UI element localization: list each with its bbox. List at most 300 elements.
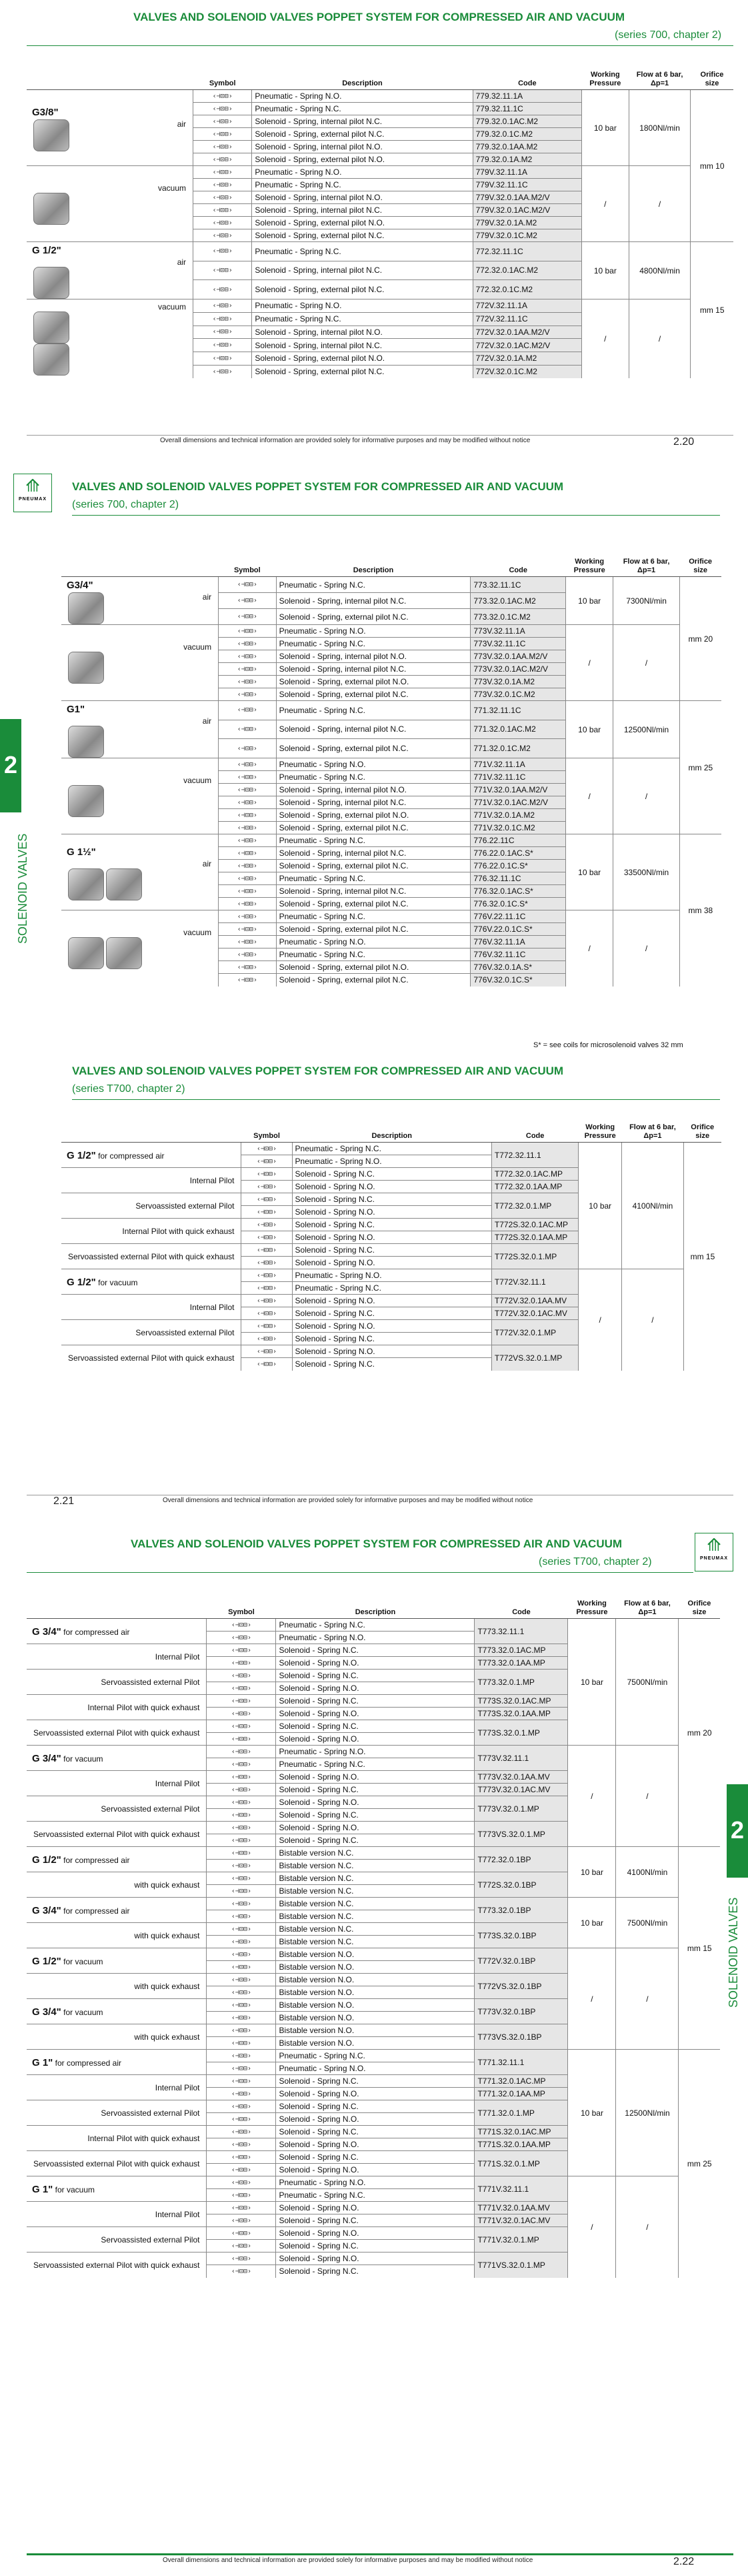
valve-symbol-icon: ‹⊣⊡⊟›: [207, 1695, 276, 1708]
description-cell: Solenoid - Spring, external pilot N.O.: [276, 961, 471, 974]
col-code: Code: [491, 1122, 579, 1143]
description-cell: Solenoid - Spring, internal pilot N.O.: [252, 141, 473, 153]
valve-symbol-icon: ‹⊣⊡⊟›: [193, 141, 252, 153]
footer-rule: [27, 2553, 733, 2555]
group-label: Servoassisted external Pilot: [101, 1804, 200, 1814]
group-label: Internal Pilot: [155, 1778, 200, 1788]
group-label: Servoassisted external Pilot with quick exhaust: [68, 1353, 235, 1363]
description-cell: Pneumatic - Spring N.C.: [292, 1282, 491, 1295]
group-label: Servoassisted external Pilot with quick exhaust: [33, 2158, 200, 2168]
flow-cell: /: [629, 166, 691, 242]
valve-symbol-icon: ‹⊣⊡⊟›: [207, 2012, 276, 2024]
valve-symbol-icon: ‹⊣⊡⊟›: [207, 1784, 276, 1796]
description-cell: Solenoid - Spring, internal pilot N.C.: [252, 261, 473, 280]
code-cell: T773.32.0.1AC.MP: [475, 1644, 568, 1657]
group-cell: [27, 2075, 207, 2100]
description-cell: Solenoid - Spring N.O.: [276, 2138, 475, 2151]
code-cell: T772S.32.0.1AA.MP: [491, 1231, 579, 1244]
description-cell: Solenoid - Spring N.C.: [276, 2126, 475, 2138]
code-cell: T772V.32.0.1BP: [475, 1948, 568, 1974]
group-label: Servoassisted external Pilot: [101, 2108, 200, 2118]
valve-symbol-icon: ‹⊣⊡⊟›: [207, 2062, 276, 2075]
valve-symbol-icon: ‹⊣⊡⊟›: [193, 312, 252, 326]
valve-symbol-icon: ‹⊣⊡⊟›: [207, 2189, 276, 2202]
valve-symbol-icon: ‹⊣⊡⊟›: [207, 1619, 276, 1632]
description-cell: Pneumatic - Spring N.C.: [276, 638, 471, 650]
valve-photo: [33, 119, 69, 151]
flow-cell: /: [629, 299, 691, 379]
description-cell: Solenoid - Spring, internal pilot N.C.: [252, 204, 473, 217]
flow-cell: /: [621, 1269, 683, 1371]
valve-symbol-icon: ‹⊣⊡⊟›: [219, 923, 276, 936]
group-label: air: [177, 257, 187, 267]
table-row: [61, 625, 721, 638]
group-cell: [27, 2176, 207, 2202]
code-cell: T772V.32.0.1AC.MV: [491, 1307, 579, 1320]
valve-symbol-icon: ‹⊣⊡⊟›: [207, 1948, 276, 1961]
group-label: with quick exhaust: [134, 1981, 200, 1991]
footnote: S* = see coils for microsolenoid valves 32 mm: [533, 1041, 683, 1049]
valve-symbol-icon: ‹⊣⊡⊟›: [207, 1657, 276, 1670]
description-cell: Solenoid - Spring N.O.: [276, 1822, 475, 1834]
valve-symbol-icon: ‹⊣⊡⊟›: [193, 179, 252, 191]
valve-symbol-icon: ‹⊣⊡⊟›: [207, 1682, 276, 1695]
page-title: VALVES AND SOLENOID VALVES POPPET SYSTEM FOR COMPRESSED AIR AND VACUUM: [133, 11, 625, 23]
valve-symbol-icon: ‹⊣⊡⊟›: [207, 2050, 276, 2062]
description-cell: Solenoid - Spring, external pilot N.O.: [276, 676, 471, 688]
flow-cell: 12500Nl/min: [613, 701, 679, 758]
valve-symbol-icon: ‹⊣⊡⊟›: [207, 1885, 276, 1898]
description-cell: Bistable version N.C.: [276, 1885, 475, 1898]
valve-symbol-icon: ‹⊣⊡⊟›: [219, 834, 276, 847]
page-subtitle: (series 700, chapter 2): [72, 499, 179, 510]
orifice-cell: mm 15: [683, 1143, 721, 1371]
working-pressure-cell: /: [568, 1746, 616, 1847]
code-cell: 771V.32.11.1C: [471, 771, 566, 784]
col-symbol: Symbol: [219, 556, 276, 577]
code-cell: T772V.32.11.1: [491, 1269, 579, 1295]
description-cell: Bistable version N.C.: [276, 1847, 475, 1860]
brand-mark-icon: ⟰: [707, 1535, 721, 1555]
valve-symbol-icon: ‹⊣⊡⊟›: [193, 280, 252, 299]
group-subtitle: for compressed air: [98, 1151, 165, 1161]
code-cell: 776V.32.11.1A: [471, 936, 566, 948]
col-code: Code: [471, 556, 566, 577]
valve-symbol-icon: ‹⊣⊡⊟›: [207, 2088, 276, 2100]
valve-symbol-icon: ‹⊣⊡⊟›: [219, 720, 276, 739]
valve-symbol-icon: ‹⊣⊡⊟›: [207, 1720, 276, 1733]
description-cell: Bistable version N.O.: [276, 2037, 475, 2050]
working-pressure-cell: 10 bar: [579, 1143, 622, 1269]
code-cell: 776.32.0.1C.S*: [471, 898, 566, 910]
col-orifice: Orifice size: [679, 556, 721, 577]
description-cell: Solenoid - Spring N.O.: [292, 1295, 491, 1307]
valve-symbol-icon: ‹⊣⊡⊟›: [207, 2151, 276, 2164]
group-cell: [27, 2126, 207, 2151]
valve-symbol-icon: ‹⊣⊡⊟›: [207, 1961, 276, 1974]
group-cell: [61, 701, 219, 758]
group-label: Servoassisted external Pilot: [135, 1201, 235, 1211]
col-flow: Flow at 6 bar, Δp=1: [616, 1598, 679, 1619]
group-label: Servoassisted external Pilot: [101, 1677, 200, 1687]
description-cell: Solenoid - Spring N.O.: [276, 2227, 475, 2240]
valve-symbol-icon: ‹⊣⊡⊟›: [207, 2176, 276, 2189]
valve-symbol-icon: ‹⊣⊡⊟›: [193, 103, 252, 115]
col-symbol: Symbol: [241, 1122, 292, 1143]
code-cell: 771.32.11.1C: [471, 701, 566, 720]
valve-symbol-icon: ‹⊣⊡⊟›: [219, 638, 276, 650]
valve-symbol-icon: ‹⊣⊡⊟›: [207, 2113, 276, 2126]
code-cell: T772S.32.0.1.MP: [491, 1244, 579, 1269]
description-cell: Solenoid - Spring, external pilot N.C.: [276, 739, 471, 758]
group-label: Internal Pilot: [189, 1175, 235, 1185]
code-cell: 772V.32.0.1C.M2: [473, 365, 581, 378]
description-cell: Solenoid - Spring N.C.: [276, 1644, 475, 1657]
description-cell: Solenoid - Spring N.O.: [276, 1708, 475, 1720]
table-row: [61, 834, 721, 847]
description-cell: Pneumatic - Spring N.O.: [276, 1746, 475, 1758]
code-cell: T771VS.32.0.1.MP: [475, 2252, 568, 2278]
col-code: Code: [473, 69, 581, 90]
working-pressure-cell: 10 bar: [582, 242, 629, 299]
description-cell: Pneumatic - Spring N.C.: [252, 242, 473, 261]
valve-symbol-icon: ‹⊣⊡⊟›: [207, 1986, 276, 1999]
valve-symbol-icon: ‹⊣⊡⊟›: [193, 115, 252, 128]
thread-size: G 3/4": [32, 1753, 61, 1764]
description-cell: Bistable version N.O.: [276, 1948, 475, 1961]
group-cell: [27, 2227, 207, 2252]
valve-symbol-icon: ‹⊣⊡⊟›: [193, 191, 252, 204]
valve-symbol-icon: ‹⊣⊡⊟›: [207, 1872, 276, 1885]
valve-symbol-icon: ‹⊣⊡⊟›: [219, 784, 276, 796]
description-cell: Solenoid - Spring N.C.: [276, 1784, 475, 1796]
valve-symbol-icon: ‹⊣⊡⊟›: [207, 2240, 276, 2252]
code-cell: T772VS.32.0.1.MP: [491, 1345, 579, 1371]
description-cell: Solenoid - Spring, internal pilot N.O.: [276, 784, 471, 796]
valve-photo: [106, 868, 142, 900]
code-cell: 779.32.11.1A: [473, 90, 581, 103]
valve-photo: [33, 344, 69, 376]
thread-size: G3/4": [67, 580, 93, 591]
group-cell: [27, 1720, 207, 1746]
group-cell: [27, 1746, 207, 1771]
description-cell: Solenoid - Spring N.C.: [276, 1720, 475, 1733]
description-cell: Solenoid - Spring N.O.: [292, 1320, 491, 1333]
thread-size: G 1/2": [32, 245, 61, 256]
flow-cell: 7500Nl/min: [616, 1619, 679, 1746]
valve-symbol-icon: ‹⊣⊡⊟›: [193, 339, 252, 352]
group-label: vacuum: [183, 642, 212, 652]
page-subtitle: (series 700, chapter 2): [615, 29, 722, 41]
group-label: Internal Pilot with quick exhaust: [87, 1702, 200, 1712]
valve-symbol-icon: ‹⊣⊡⊟›: [219, 822, 276, 834]
code-cell: T772.32.0.1.MP: [491, 1193, 579, 1219]
description-cell: Bistable version N.O.: [276, 1974, 475, 1986]
code-cell: 772.32.0.1C.M2: [473, 280, 581, 299]
description-cell: Bistable version N.O.: [276, 2012, 475, 2024]
group-cell: [61, 834, 219, 910]
description-cell: Bistable version N.C.: [276, 1898, 475, 1910]
working-pressure-cell: /: [568, 2176, 616, 2278]
valve-symbol-icon: ‹⊣⊡⊟›: [219, 898, 276, 910]
group-label: Internal Pilot with quick exhaust: [122, 1226, 235, 1236]
description-cell: Solenoid - Spring N.C.: [292, 1193, 491, 1206]
code-cell: 776V.22.11.1C: [471, 910, 566, 923]
description-cell: Solenoid - Spring N.O.: [276, 2252, 475, 2265]
valve-symbol-icon: ‹⊣⊡⊟›: [207, 1974, 276, 1986]
valve-table: [61, 556, 721, 987]
description-cell: Solenoid - Spring N.O.: [276, 1733, 475, 1746]
thread-size: G 1/2": [32, 1854, 61, 1866]
code-cell: 779.32.11.1C: [473, 103, 581, 115]
page-title: VALVES AND SOLENOID VALVES POPPET SYSTEM FOR COMPRESSED AIR AND VACUUM: [72, 480, 564, 493]
valve-symbol-icon: ‹⊣⊡⊟›: [193, 352, 252, 366]
description-cell: Solenoid - Spring, internal pilot N.C.: [276, 593, 471, 609]
flow-cell: /: [613, 758, 679, 834]
group-label: Servoassisted external Pilot with quick exhaust: [33, 2260, 200, 2270]
description-cell: Solenoid - Spring, external pilot N.C.: [252, 128, 473, 141]
description-cell: Pneumatic - Spring N.O.: [292, 1155, 491, 1168]
valve-symbol-icon: ‹⊣⊡⊟›: [219, 688, 276, 701]
code-cell: T772V.32.0.1AA.MV: [491, 1295, 579, 1307]
table-row: [61, 577, 721, 593]
code-cell: 773.32.0.1C.M2: [471, 609, 566, 625]
description-cell: Pneumatic - Spring N.O.: [276, 625, 471, 638]
group-label: Internal Pilot: [155, 2209, 200, 2219]
code-cell: 779V.32.0.1AA.M2/V: [473, 191, 581, 204]
description-cell: Pneumatic - Spring N.O.: [276, 2176, 475, 2189]
code-cell: T773V.32.0.1AA.MV: [475, 1771, 568, 1784]
description-cell: Solenoid - Spring N.C.: [276, 1670, 475, 1682]
brand-logo: ⟰ PNEUMAX: [13, 474, 52, 512]
code-cell: 776V.22.0.1C.S*: [471, 923, 566, 936]
group-cell: [61, 910, 219, 987]
valve-photo: [68, 868, 104, 900]
description-cell: Solenoid - Spring, external pilot N.C.: [276, 974, 471, 987]
description-cell: Solenoid - Spring N.C.: [276, 1834, 475, 1847]
valve-symbol-icon: ‹⊣⊡⊟›: [219, 771, 276, 784]
group-subtitle: for vacuum: [98, 1278, 138, 1287]
title-rule: [72, 1099, 720, 1100]
group-subtitle: for vacuum: [63, 2008, 103, 2017]
description-cell: Pneumatic - Spring N.C.: [252, 312, 473, 326]
group-cell: [27, 1670, 207, 1695]
col-working-pressure: Working Pressure: [566, 556, 613, 577]
col-working-pressure: Working Pressure: [568, 1598, 616, 1619]
code-cell: T773S.32.0.1BP: [475, 1923, 568, 1948]
valve-symbol-icon: ‹⊣⊡⊟›: [207, 1809, 276, 1822]
code-cell: 779V.32.11.1A: [473, 166, 581, 179]
group-label: vacuum: [158, 183, 187, 193]
page-title: VALVES AND SOLENOID VALVES POPPET SYSTEM FOR COMPRESSED AIR AND VACUUM: [72, 1065, 564, 1077]
code-cell: 771V.32.0.1C.M2: [471, 822, 566, 834]
group-cell: [27, 2050, 207, 2075]
code-cell: 776V.32.0.1A.S*: [471, 961, 566, 974]
valve-symbol-icon: ‹⊣⊡⊟›: [219, 910, 276, 923]
valve-symbol-icon: ‹⊣⊡⊟›: [241, 1307, 292, 1320]
col-orifice: Orifice size: [679, 1598, 720, 1619]
description-cell: Solenoid - Spring N.O.: [276, 1796, 475, 1809]
code-cell: T773VS.32.0.1.MP: [475, 1822, 568, 1847]
group-cell: [61, 577, 219, 625]
code-cell: 772V.32.11.1C: [473, 312, 581, 326]
orifice-cell: mm 15: [679, 1847, 720, 2050]
description-cell: Bistable version N.C.: [276, 1860, 475, 1872]
thread-size: G1": [67, 704, 85, 715]
valve-symbol-icon: ‹⊣⊡⊟›: [193, 242, 252, 261]
description-cell: Solenoid - Spring, internal pilot N.C.: [276, 720, 471, 739]
group-cell: [27, 166, 193, 242]
valve-symbol-icon: ‹⊣⊡⊟›: [219, 650, 276, 663]
valve-photo: [68, 652, 104, 684]
code-cell: T773.32.0.1AA.MP: [475, 1657, 568, 1670]
working-pressure-cell: 10 bar: [568, 2050, 616, 2176]
flow-cell: 7300Nl/min: [613, 577, 679, 625]
col-symbol: Symbol: [207, 1598, 276, 1619]
code-cell: 773.32.0.1AC.M2: [471, 593, 566, 609]
table-row: [27, 1948, 720, 1961]
code-cell: T773.32.0.1BP: [475, 1898, 568, 1923]
description-cell: Pneumatic - Spring N.O.: [252, 166, 473, 179]
group-cell: [27, 242, 193, 299]
code-cell: 779.32.0.1C.M2: [473, 128, 581, 141]
code-cell: T772S.32.0.1BP: [475, 1872, 568, 1898]
thread-size: G 3/4": [32, 1905, 61, 1916]
valve-symbol-icon: ‹⊣⊡⊟›: [207, 2252, 276, 2265]
orifice-cell: mm 25: [679, 2050, 720, 2278]
valve-symbol-icon: ‹⊣⊡⊟›: [193, 90, 252, 103]
code-cell: 779V.32.0.1AC.M2/V: [473, 204, 581, 217]
table-row: [27, 242, 733, 261]
orifice-cell: mm 20: [679, 577, 721, 701]
code-cell: 779V.32.0.1A.M2: [473, 217, 581, 229]
code-cell: T772.32.0.1AA.MP: [491, 1181, 579, 1193]
valve-symbol-icon: ‹⊣⊡⊟›: [241, 1143, 292, 1155]
valve-symbol-icon: ‹⊣⊡⊟›: [207, 1999, 276, 2012]
code-cell: 771V.32.0.1AA.M2/V: [471, 784, 566, 796]
group-cell: [27, 2252, 207, 2278]
col-description: Description: [276, 1598, 475, 1619]
code-cell: 779V.32.0.1C.M2: [473, 229, 581, 242]
flow-cell: /: [616, 1948, 679, 2050]
code-cell: T773.32.0.1.MP: [475, 1670, 568, 1695]
description-cell: Solenoid - Spring N.C.: [292, 1333, 491, 1345]
footer-text: Overall dimensions and technical information are provided solely for informative purposes and may be modified without notice: [163, 2557, 533, 2564]
description-cell: Solenoid - Spring N.O.: [276, 1657, 475, 1670]
group-subtitle: for compressed air: [63, 1856, 130, 1865]
group-cell: [27, 1644, 207, 1670]
valve-symbol-icon: ‹⊣⊡⊟›: [207, 2138, 276, 2151]
description-cell: Solenoid - Spring N.O.: [292, 1206, 491, 1219]
group-label: with quick exhaust: [134, 1880, 200, 1890]
valve-symbol-icon: ‹⊣⊡⊟›: [241, 1345, 292, 1358]
table-row: [27, 2176, 720, 2189]
valve-photo: [106, 937, 142, 969]
valve-photo: [33, 267, 69, 299]
description-cell: Solenoid - Spring, external pilot N.C.: [252, 280, 473, 299]
group-cell: [27, 1847, 207, 1872]
description-cell: Solenoid - Spring N.O.: [276, 2113, 475, 2126]
group-cell: [27, 1948, 207, 1974]
group-label: vacuum: [183, 927, 212, 937]
valve-table: [27, 69, 733, 378]
valve-symbol-icon: ‹⊣⊡⊟›: [241, 1244, 292, 1257]
table-row: [61, 910, 721, 923]
code-cell: 776.32.0.1AC.S*: [471, 885, 566, 898]
table-row: [27, 2050, 720, 2062]
description-cell: Solenoid - Spring, external pilot N.O.: [252, 153, 473, 166]
group-subtitle: for vacuum: [55, 2185, 95, 2194]
description-cell: Pneumatic - Spring N.O.: [292, 1269, 491, 1282]
description-cell: Solenoid - Spring N.C.: [276, 1809, 475, 1822]
description-cell: Solenoid - Spring N.O.: [276, 1771, 475, 1784]
valve-symbol-icon: ‹⊣⊡⊟›: [193, 166, 252, 179]
valve-symbol-icon: ‹⊣⊡⊟›: [219, 974, 276, 987]
working-pressure-cell: /: [582, 166, 629, 242]
group-cell: [61, 1143, 241, 1168]
section-tab: 2: [0, 719, 21, 812]
description-cell: Solenoid - Spring N.C.: [276, 2075, 475, 2088]
flow-cell: /: [616, 1746, 679, 1847]
page-subtitle: (series T700, chapter 2): [72, 1083, 185, 1095]
valve-symbol-icon: ‹⊣⊡⊟›: [193, 365, 252, 378]
group-subtitle: for compressed air: [55, 2058, 122, 2068]
valve-symbol-icon: ‹⊣⊡⊟›: [207, 1758, 276, 1771]
description-cell: Solenoid - Spring, internal pilot N.C.: [276, 885, 471, 898]
code-cell: T772.32.0.1BP: [475, 1847, 568, 1872]
valve-symbol-icon: ‹⊣⊡⊟›: [207, 1746, 276, 1758]
valve-symbol-icon: ‹⊣⊡⊟›: [207, 2214, 276, 2227]
table-row: [27, 1619, 720, 1632]
code-cell: T773V.32.0.1AC.MV: [475, 1784, 568, 1796]
group-cell: [27, 1822, 207, 1847]
valve-photo: [33, 311, 69, 344]
description-cell: Solenoid - Spring, internal pilot N.O.: [276, 650, 471, 663]
working-pressure-cell: /: [566, 758, 613, 834]
table-row: [27, 1898, 720, 1910]
valve-symbol-icon: ‹⊣⊡⊟›: [193, 153, 252, 166]
code-cell: 776.32.11.1C: [471, 872, 566, 885]
group-label: vacuum: [158, 302, 187, 311]
group-label: air: [202, 859, 212, 868]
group-cell: [61, 1320, 241, 1345]
table-row: [61, 1269, 721, 1282]
valve-symbol-icon: ‹⊣⊡⊟›: [193, 128, 252, 141]
group-cell: [61, 1345, 241, 1371]
code-cell: T771V.32.11.1: [475, 2176, 568, 2202]
description-cell: Pneumatic - Spring N.O.: [252, 299, 473, 313]
valve-symbol-icon: ‹⊣⊡⊟›: [207, 1847, 276, 1860]
description-cell: Solenoid - Spring, external pilot N.C.: [276, 860, 471, 872]
orifice-cell: mm 25: [679, 701, 721, 834]
description-cell: Solenoid - Spring, external pilot N.C.: [252, 229, 473, 242]
code-cell: T771S.32.0.1.MP: [475, 2151, 568, 2176]
group-cell: [27, 1771, 207, 1796]
valve-symbol-icon: ‹⊣⊡⊟›: [241, 1168, 292, 1181]
valve-symbol-icon: ‹⊣⊡⊟›: [207, 1670, 276, 1682]
code-cell: 779.32.0.1A.M2: [473, 153, 581, 166]
thread-size: G 1/2": [67, 1277, 96, 1288]
code-cell: T771.32.11.1: [475, 2050, 568, 2075]
valve-symbol-icon: ‹⊣⊡⊟›: [193, 229, 252, 242]
valve-symbol-icon: ‹⊣⊡⊟›: [241, 1269, 292, 1282]
description-cell: Solenoid - Spring, internal pilot N.C.: [276, 796, 471, 809]
group-cell: [61, 1244, 241, 1269]
valve-symbol-icon: ‹⊣⊡⊟›: [207, 1860, 276, 1872]
flow-cell: 1800Nl/min: [629, 90, 691, 166]
valve-photo: [68, 937, 104, 969]
valve-symbol-icon: ‹⊣⊡⊟›: [219, 701, 276, 720]
